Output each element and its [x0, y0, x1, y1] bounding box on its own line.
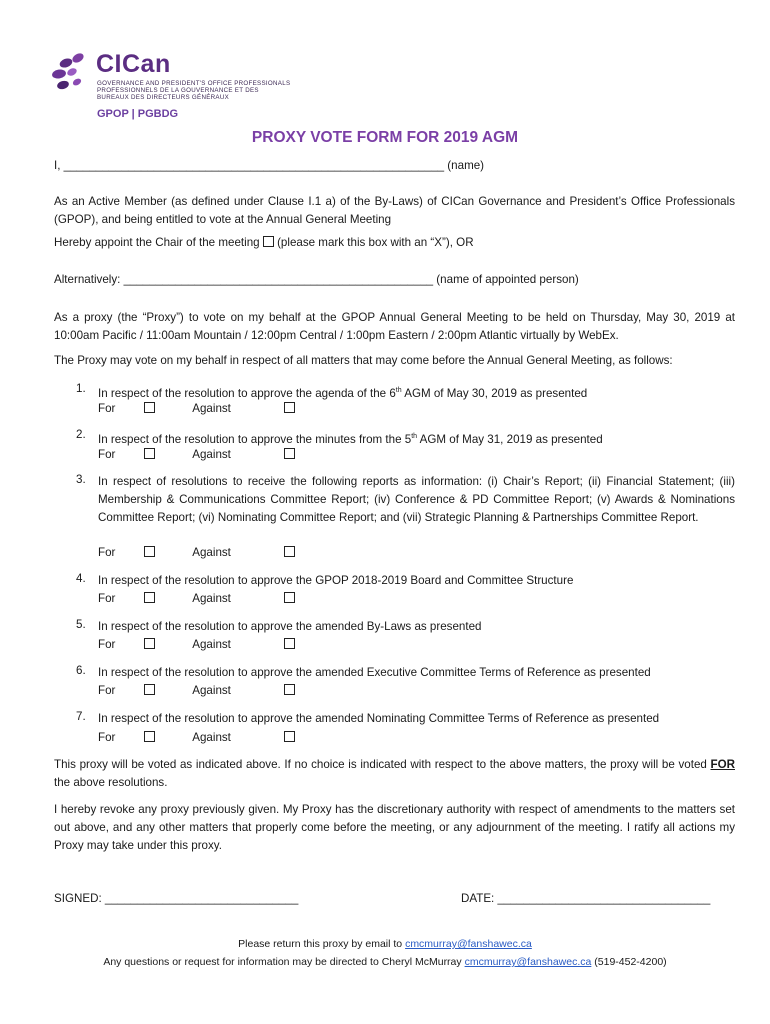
- against-checkbox[interactable]: [284, 638, 295, 649]
- for-emphasis: FOR: [710, 758, 735, 771]
- email-link[interactable]: cmcmurray@fanshawec.ca: [405, 938, 532, 950]
- email-link[interactable]: cmcmurray@fanshawec.ca: [464, 956, 592, 968]
- against-checkbox[interactable]: [284, 448, 295, 459]
- against-label: Against: [192, 638, 231, 651]
- logo-acronym: GPOP | PGBDG: [97, 108, 179, 120]
- for-checkbox[interactable]: [144, 546, 155, 557]
- chair-checkbox[interactable]: [263, 236, 274, 247]
- for-label: For: [98, 684, 116, 697]
- for-checkbox[interactable]: [144, 448, 155, 459]
- appoint-prefix: Hereby appoint the Chair of the meeting: [54, 236, 260, 249]
- vote-row: [98, 448, 295, 461]
- matters-intro: The Proxy may vote on my behalf in respect of all matters that may come before the Annual General Meeting, as follows:: [54, 354, 673, 367]
- against-checkbox[interactable]: [284, 402, 295, 413]
- for-checkbox[interactable]: [144, 731, 155, 742]
- vote-row: [98, 402, 295, 415]
- item-text: In respect of resolutions to receive the following reports as information: (i) Chair’s Report; (ii) Financial Statement; (iii) Membership & Communications Committee Report; (iv) Conference & PD Committee Report; (v) Awards & Nominations Committee Report; (vi) Nominating Committee Report; and (vii) Strategic Planning & Partnerships Committee Report.: [98, 475, 735, 524]
- logo-subtitle-line: BUREAUX DES DIRECTEURS GÉNÉRAUX: [97, 94, 230, 101]
- item-text: In respect of the resolution to approve the minutes from the 5th AGM of May 31, 2019 as presented: [98, 432, 603, 446]
- against-label: Against: [192, 546, 231, 559]
- item-text: In respect of the resolution to approve the amended By-Laws as presented: [98, 620, 482, 633]
- against-label: Against: [192, 448, 231, 461]
- vote-row: [98, 592, 295, 605]
- against-checkbox[interactable]: [284, 592, 295, 603]
- item-number: 1.: [76, 382, 86, 395]
- logo-name: CICan: [96, 50, 171, 78]
- against-checkbox[interactable]: [284, 546, 295, 557]
- against-label: Against: [192, 402, 231, 415]
- for-checkbox[interactable]: [144, 638, 155, 649]
- appoint-line: [54, 236, 736, 249]
- for-checkbox[interactable]: [144, 684, 155, 695]
- item-number: 7.: [76, 710, 86, 723]
- alternatively-line: Alternatively: ________________________________________________ (name of appointed person): [54, 273, 579, 286]
- item-text: In respect of the resolution to approve the GPOP 2018-2019 Board and Committee Structure: [98, 574, 574, 587]
- for-label: For: [98, 592, 116, 605]
- vote-row: [98, 546, 295, 559]
- against-checkbox[interactable]: [284, 731, 295, 742]
- item-text: In respect of the resolution to approve the amended Executive Committee Terms of Reference as presented: [98, 666, 651, 679]
- leaf-cluster-icon: [52, 50, 92, 92]
- against-label: Against: [192, 592, 231, 605]
- logo-subtitle: [97, 80, 290, 101]
- member-paragraph: As an Active Member (as defined under Clause I.1 a) of the By-Laws) of CICan Governance and President’s Office Professionals (GPOP), and being entitled to vote at the Annual General Meeting: [54, 195, 735, 226]
- revoke-paragraph: I hereby revoke any proxy previously given. My Proxy has the discretionary authority with respect of amendments to the matters set out above, and any other matters that properly come before the meeting, or any adjournment of the meeting. I ratify all actions my Proxy may take under this proxy.: [54, 803, 735, 852]
- page-title: PROXY VOTE FORM FOR 2019 AGM: [251, 129, 519, 146]
- against-checkbox[interactable]: [284, 684, 295, 695]
- for-label: For: [98, 638, 116, 651]
- name-line: I, ___________________________________________________________ (name): [54, 159, 485, 172]
- vote-row: [98, 684, 295, 697]
- vote-row: [98, 731, 295, 744]
- item-text: In respect of the resolution to approve the agenda of the 6th AGM of May 30, 2019 as presented: [98, 386, 588, 400]
- item-number: 5.: [76, 618, 86, 631]
- item-number: 6.: [76, 664, 86, 677]
- proxy-paragraph: As a proxy (the “Proxy”) to vote on my behalf at the GPOP Annual General Meeting to be held on Thursday, May 30, 2019 at 10:00am Pacific / 11:00am Mountain / 12:00pm Central / 1:00pm Eastern / 2:00pm Atlantic virtually by WebEx.: [54, 311, 735, 342]
- cican-logo: [52, 46, 312, 122]
- signed-field[interactable]: SIGNED: ______________________________: [54, 892, 299, 905]
- for-label: For: [98, 731, 116, 744]
- for-checkbox[interactable]: [144, 592, 155, 603]
- vote-row: [98, 638, 295, 651]
- item-number: 4.: [76, 572, 86, 585]
- against-label: Against: [192, 731, 231, 744]
- logo-subtitle-line: PROFESSIONNELS DE LA GOUVERNANCE ET DES: [97, 87, 259, 94]
- voted-paragraph: This proxy will be voted as indicated above. If no choice is indicated with respect to the above matters, the proxy will be voted FOR the above resolutions.: [54, 758, 735, 789]
- footer-return: Please return this proxy by email to cmcmurray@fanshawec.ca: [238, 938, 532, 950]
- footer-questions: Any questions or request for information may be directed to Cheryl McMurray cmcmurray@fanshawec.ca (519-452-4200): [103, 956, 667, 968]
- item-text: In respect of the resolution to approve the amended Nominating Committee Terms of Reference as presented: [98, 712, 660, 725]
- logo-subtitle-line: GOVERNANCE AND PRESIDENT'S OFFICE PROFESSIONALS: [97, 80, 291, 87]
- for-label: For: [98, 546, 116, 559]
- item-number: 2.: [76, 428, 86, 441]
- for-label: For: [98, 402, 116, 415]
- appoint-suffix: (please mark this box with an “X”), OR: [277, 236, 474, 249]
- for-label: For: [98, 448, 116, 461]
- for-checkbox[interactable]: [144, 402, 155, 413]
- item-number: 3.: [76, 473, 86, 486]
- against-label: Against: [192, 684, 231, 697]
- date-field[interactable]: DATE: _________________________________: [461, 892, 711, 905]
